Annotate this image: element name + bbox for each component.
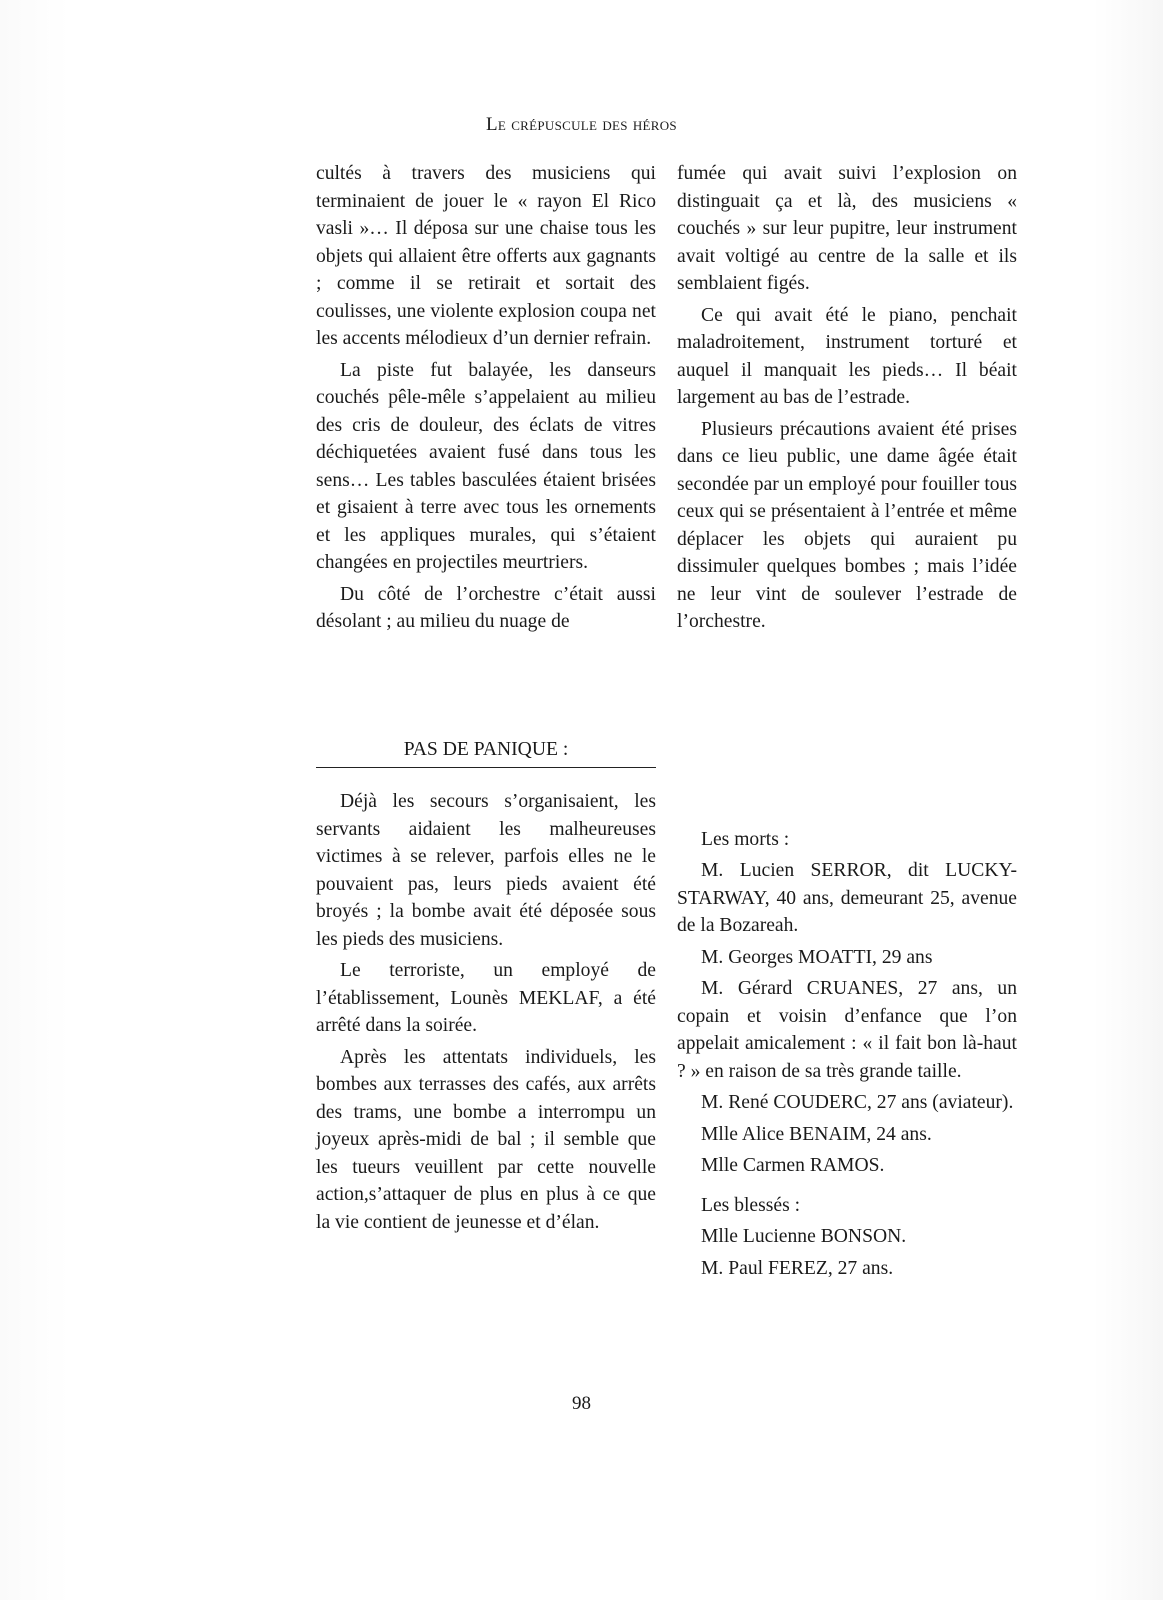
list-item: M. Lucien SERROR, dit LUCKY-STARWAY, 40 ans, demeurant 25, avenue de la Bozareah. [677, 860, 1017, 936]
paragraph: Après les attentats individuels, les bombes aux terrasses des cafés, aux arrêts des trams, une bombe a interrompu un joyeux après-midi de bal ; il semble que les tueurs veuillent par cette nouvelle action,s’attaquer de plus en plus à ce que la vie contient de jeunesse et d’élan. [316, 1046, 656, 1233]
paragraph: cultés à travers des musiciens qui terminaient de jouer le « rayon El Rico vasli »… Il déposa sur une chaise tous les objets qui allaient être offerts aux gagnants ; comme il se retirait et sortait des coulisses, une violente explosion coupa net les accents mélodieux d’un dernier refrain. [316, 163, 656, 349]
section-title: PAS DE PANIQUE : [316, 736, 656, 769]
paragraph: Ce qui avait été le piano, penchait maladroitement, instrument torturé et auquel il manquait les pieds… Il béait largement au bas de l’estrade. [677, 304, 1017, 408]
injured-list-heading: Les blessés : [701, 1194, 801, 1216]
paragraph: fumée qui avait suivi l’explosion on distinguait ça et là, des musiciens « couchés » sur leur pupitre, leur instrument avait voltigé au centre de la salle et ils semblaient figés. [677, 163, 1017, 294]
paragraph: Le terroriste, un employé de l’établissement, Lounès MEKLAF, a été arrêté dans la soirée. [316, 960, 656, 1036]
paragraph: Plusieurs précautions avaient été prises dans ce lieu public, une dame âgée était secondée par un employé pour fouiller tous ceux qui se présentaient à l’entrée et même déplacer les objets qui auraient pu dissimuler quelques bombes ; mais l’idée ne leur vint de soulever l’estrade de l’orchestre. [677, 418, 1017, 632]
list-item: M. Gérard CRUANES, 27 ans, un copain et voisin d’enfance que l’on appelait amicalement : « il fait bon là-haut ? » en raison de sa très grande taille. [677, 978, 1017, 1082]
list-item: Mlle Alice BENAIM, 24 ans. [701, 1123, 932, 1145]
left-column [316, 160, 656, 1240]
list-item: Mlle Carmen RAMOS. [701, 1155, 885, 1176]
running-head: Le crépuscule des héros [486, 114, 677, 135]
dead-list-heading: Les morts : [701, 828, 790, 850]
right-column [677, 160, 1017, 1286]
paragraph: Déjà les secours s’organisaient, les servants aidaient les malheureuses victimes à se relever, parfois elles ne le pouvaient pas, leurs pieds avaient été broyés ; la bombe avait été déposée sous les pieds des musiciens. [316, 791, 656, 950]
list-item: M. Paul FEREZ, 27 ans. [701, 1257, 894, 1279]
list-item: Mlle Lucienne BONSON. [701, 1226, 907, 1247]
paragraph: La piste fut balayée, les danseurs couchés pêle-mêle s’appelaient au milieu des cris de douleur, des éclats de vitres déchiquetées avaient fusé dans tous les sens… Les tables basculées étaient brisées et gisaient à terre avec tous les ornements et les appliques murales, qui s’étaient changées en projectiles meurtriers. [316, 359, 656, 573]
list-item: M. Georges MOATTI, 29 ans [701, 946, 933, 968]
paragraph: Du côté de l’orchestre c’était aussi désolant ; au milieu du nuage de [316, 583, 656, 632]
list-item: M. René COUDERC, 27 ans (aviateur). [701, 1092, 1014, 1113]
page-number: 98 [572, 1393, 591, 1414]
